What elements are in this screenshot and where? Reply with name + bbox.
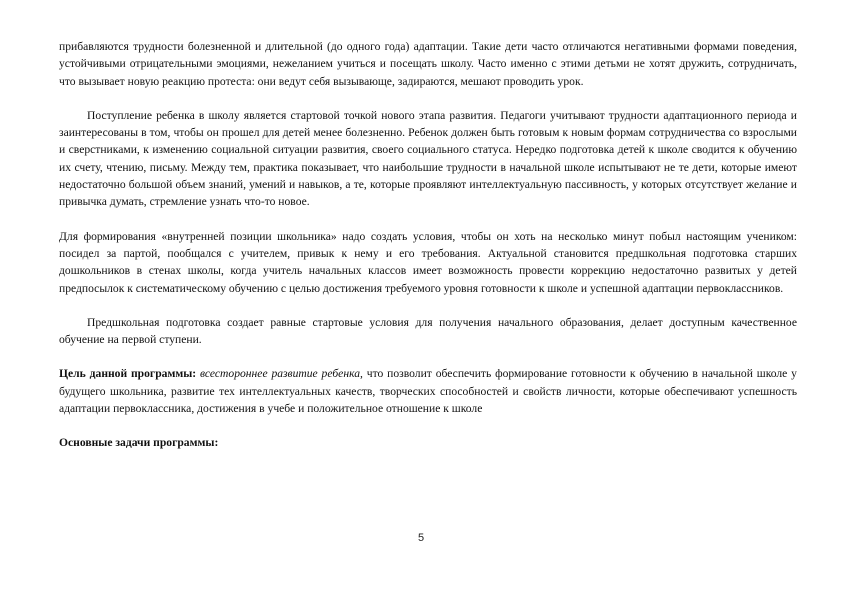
paragraph-student-position: Для формирования «внутренней позиции школьника» надо создать условия, чтобы он хоть на несколько минут побыл настоящим учеником: посидел за партой, пообщался с учителем, привык к нему и его требования. Актуальной становится предшкольная подготовка старших дошкольников в стенах школы, когда учитель начальных классов имеет возможность провести коррекцию недостаточно развитых у детей предпосылок к систематическому обучению с целью достижения требуемого уровня готовности к школе и успешной адаптации первоклассников. (59, 229, 797, 295)
paragraph-gap (59, 417, 797, 434)
tasks-heading (59, 434, 797, 451)
paragraph-gap (59, 348, 797, 365)
paragraph-program-goal (59, 365, 797, 417)
document-page (59, 38, 797, 452)
paragraph-gap (59, 90, 797, 107)
paragraph-preschool-preparation: Предшкольная подготовка создает равные стартовые условия для получения начального образования, делает доступным качественное обучение на первой ступени. (59, 315, 797, 347)
tasks-heading-text: Основные задачи программы: (59, 436, 219, 450)
paragraph-adaptation-difficulties: прибавляются трудности болезненной и длительной (до одного года) адаптации. Такие дети часто отличаются негативными формами поведения, устойчивыми отрицательными эмоциями, нежеланием учиться и посещать школу. Часто именно с этими детьми не хотят дружить, сотрудничать, что вызывает новую реакцию протеста: они ведут себя вызывающе, задираются, мешают проводить урок. (59, 40, 797, 88)
goal-text: что позволит обеспечить формирование готовности к обучению в начальной школе у будущего школьника, развитие тех интеллектуальных качеств, творческих способностей и свойств личности, которые обеспечивают успешность адаптации первоклассника, достижения в учебе и положительное отношение к школе (59, 367, 797, 416)
paragraph-gap (59, 297, 797, 314)
goal-label: Цель данной программы: (59, 367, 197, 381)
paragraph-school-entry: Поступление ребенка в школу является стартовой точкой нового этапа развития. Педагоги учитывают трудности адаптационного периода и заинтересованы в том, чтобы он прошел для детей менее болезненно. Ребенок должен быть готовым к новым формам сотрудничества со взрослыми и сверстниками, к изменению социальной ситуации развития, своего социального статуса. Нередко подготовка детей к школе сводится к обучению их счету, чтению, письму. Между тем, практика показывает, что наибольшие трудности в начальной школе испытывают не те дети, которые имеют недостаточно большой объем знаний, умений и навыков, а те, которые проявляют интеллектуальную пассивность, у которых отсутствует желание и привычка думать, стремление узнать что-то новое. (59, 108, 797, 209)
goal-emphasis: всестороннее развитие ребенка, (200, 367, 363, 381)
paragraph-gap (59, 211, 797, 228)
page-number: 5 (417, 532, 425, 544)
